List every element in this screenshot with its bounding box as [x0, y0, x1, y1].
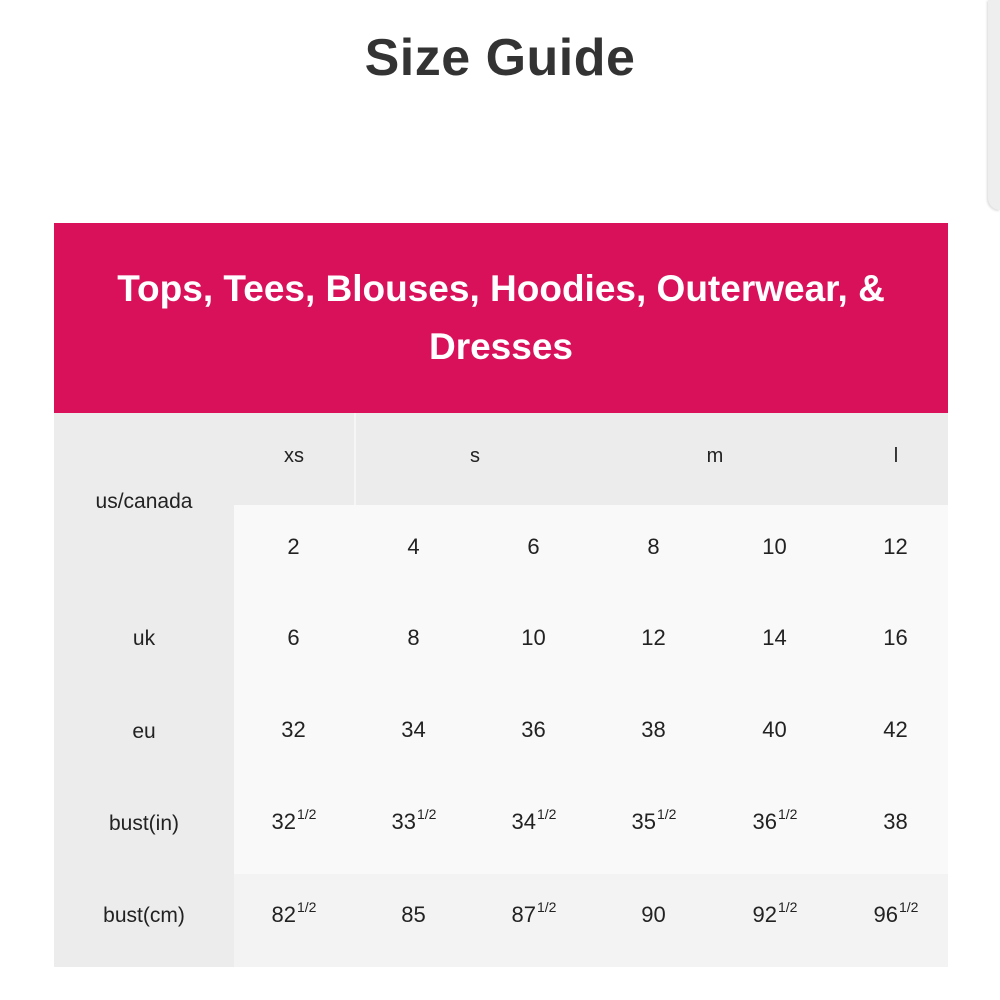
table-cell: 40 [762, 717, 787, 742]
table-cell: 6 [527, 534, 540, 559]
table-cell: 42 [883, 717, 908, 742]
table-cell: 2 [287, 534, 300, 559]
table-cell: $82^{1/2}$ [271, 899, 317, 927]
table-cell: 12 [883, 534, 908, 559]
row-label-uk: uk [132, 627, 156, 650]
table-cell: $87^{1/2}$ [511, 899, 557, 927]
page-title: Size Guide [364, 29, 636, 87]
letter-size-l: l [893, 445, 899, 467]
table-cell: $32^{1/2}$ [271, 806, 317, 834]
letter-size-row [234, 413, 948, 505]
table-cell: $96^{1/2}$ [873, 899, 919, 927]
table-cell: 6 [287, 625, 300, 650]
size-grid [54, 413, 948, 967]
table-cell: 10 [762, 534, 787, 559]
letter-size-m: m [706, 445, 724, 467]
table-cell: 10 [521, 625, 546, 650]
size-table [54, 223, 948, 967]
table-cell: 85 [401, 902, 426, 927]
table-cell: 36 [521, 717, 546, 742]
table-cell: 38 [641, 717, 666, 742]
row-label-eu: eu [132, 720, 156, 743]
table-cell: 8 [407, 625, 420, 650]
table-cell: 90 [641, 902, 666, 927]
row-label-bust-cm: bust(cm) [103, 904, 185, 927]
table-cell: 4 [407, 534, 420, 559]
table-header [54, 223, 948, 413]
table-cell: 38 [883, 809, 908, 834]
table-cell: $34^{1/2}$ [511, 806, 557, 834]
table-heading: Tops, Tees, Blouses, Hoodies, Outerwear, & Dresses [117, 268, 885, 367]
table-cell: 8 [647, 534, 660, 559]
table-cell: 14 [762, 625, 787, 650]
column-divider [354, 413, 356, 505]
table-cell: $92^{1/2}$ [752, 899, 798, 927]
table-cell: 32 [281, 717, 306, 742]
row-label-bust-in: bust(in) [108, 812, 180, 835]
table-cell: 16 [883, 625, 908, 650]
letter-size-s: s [470, 445, 480, 467]
table-cell: $36^{1/2}$ [752, 806, 798, 834]
table-cell: 34 [401, 717, 426, 742]
row-label-us-canada: us/canada [95, 490, 193, 513]
scroll-indicator[interactable] [988, 0, 1000, 210]
table-cell: 12 [641, 625, 666, 650]
table-cell: $35^{1/2}$ [631, 806, 677, 834]
letter-size-xs: xs [284, 445, 304, 467]
table-cell: $33^{1/2}$ [391, 806, 437, 834]
